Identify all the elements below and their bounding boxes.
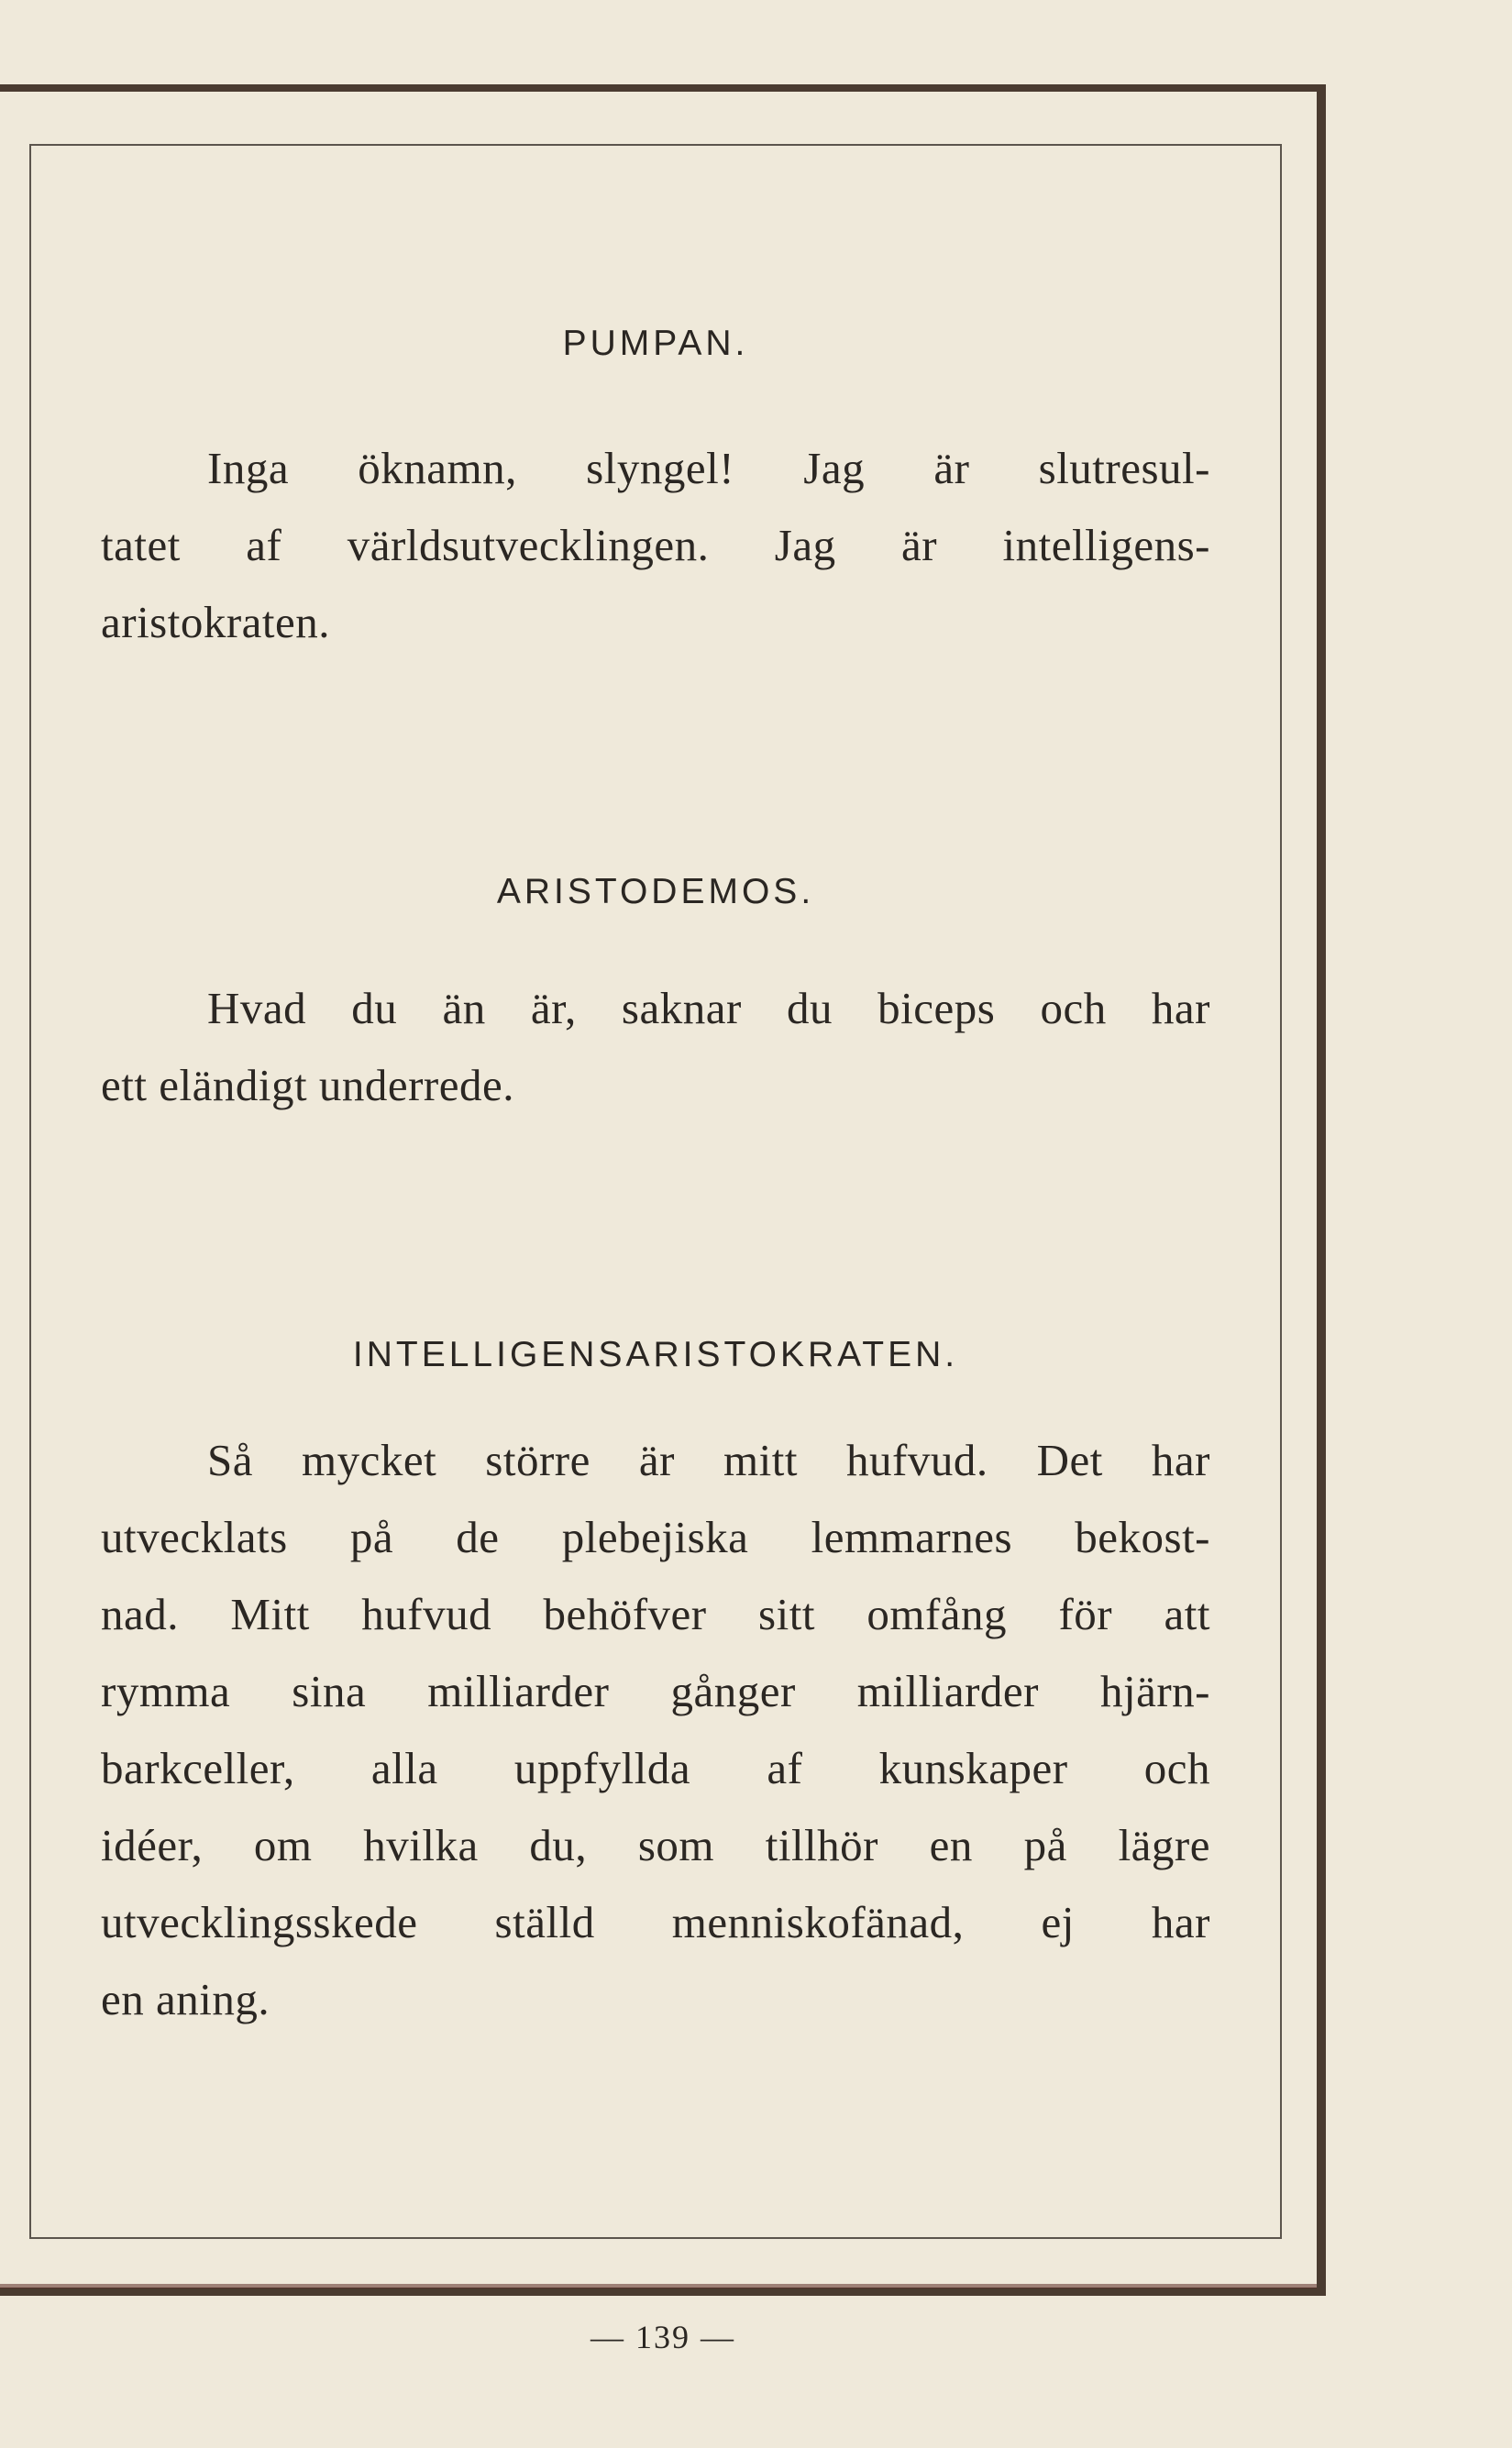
speech-line: utvecklats på de plebejiska lemmarnes bekost- [101,1512,1210,1562]
speech-line: idéer, om hvilka du, som tillhör en på lägre [101,1820,1210,1870]
page-number: — 139 — [590,2319,735,2355]
speaker-name: INTELLIGENSARISTOKRATEN. [352,1335,959,1374]
speech-line: aristokraten. [101,597,331,647]
speech-line: nad. Mitt hufvud behöfver sitt omfång för att [101,1589,1210,1639]
speech-text [101,970,1210,1124]
speech-line: barkceller, alla uppfyllda af kunskaper och [101,1743,1210,1793]
speech-line: ett eländigt underrede. [101,1060,514,1110]
speech-line: Hvad du än är, saknar du biceps och har [207,983,1210,1033]
speaker-name: PUMPAN. [562,324,749,363]
speech-line: Inga öknamn, slyngel! Jag är slutresul- [207,443,1210,493]
dialogue-section-3 [101,1337,1210,2038]
speech-line: utvecklingsskede ställd menniskofänad, ej har [101,1897,1210,1947]
speech-line: en aning. [101,1974,270,2024]
dialogue-section-2 [101,874,1210,1124]
speech-line: Så mycket större är mitt hufvud. Det har [207,1435,1210,1485]
speech-line: tatet af världsutvecklingen. Jag är intelligens- [101,520,1210,570]
dialogue-section-1 [101,325,1210,661]
speech-text [101,1422,1210,2038]
speech-line: rymma sina milliarder gånger milliarder hjärn- [101,1666,1210,1716]
speech-text [101,430,1210,661]
speaker-name: ARISTODEMOS. [496,872,815,911]
